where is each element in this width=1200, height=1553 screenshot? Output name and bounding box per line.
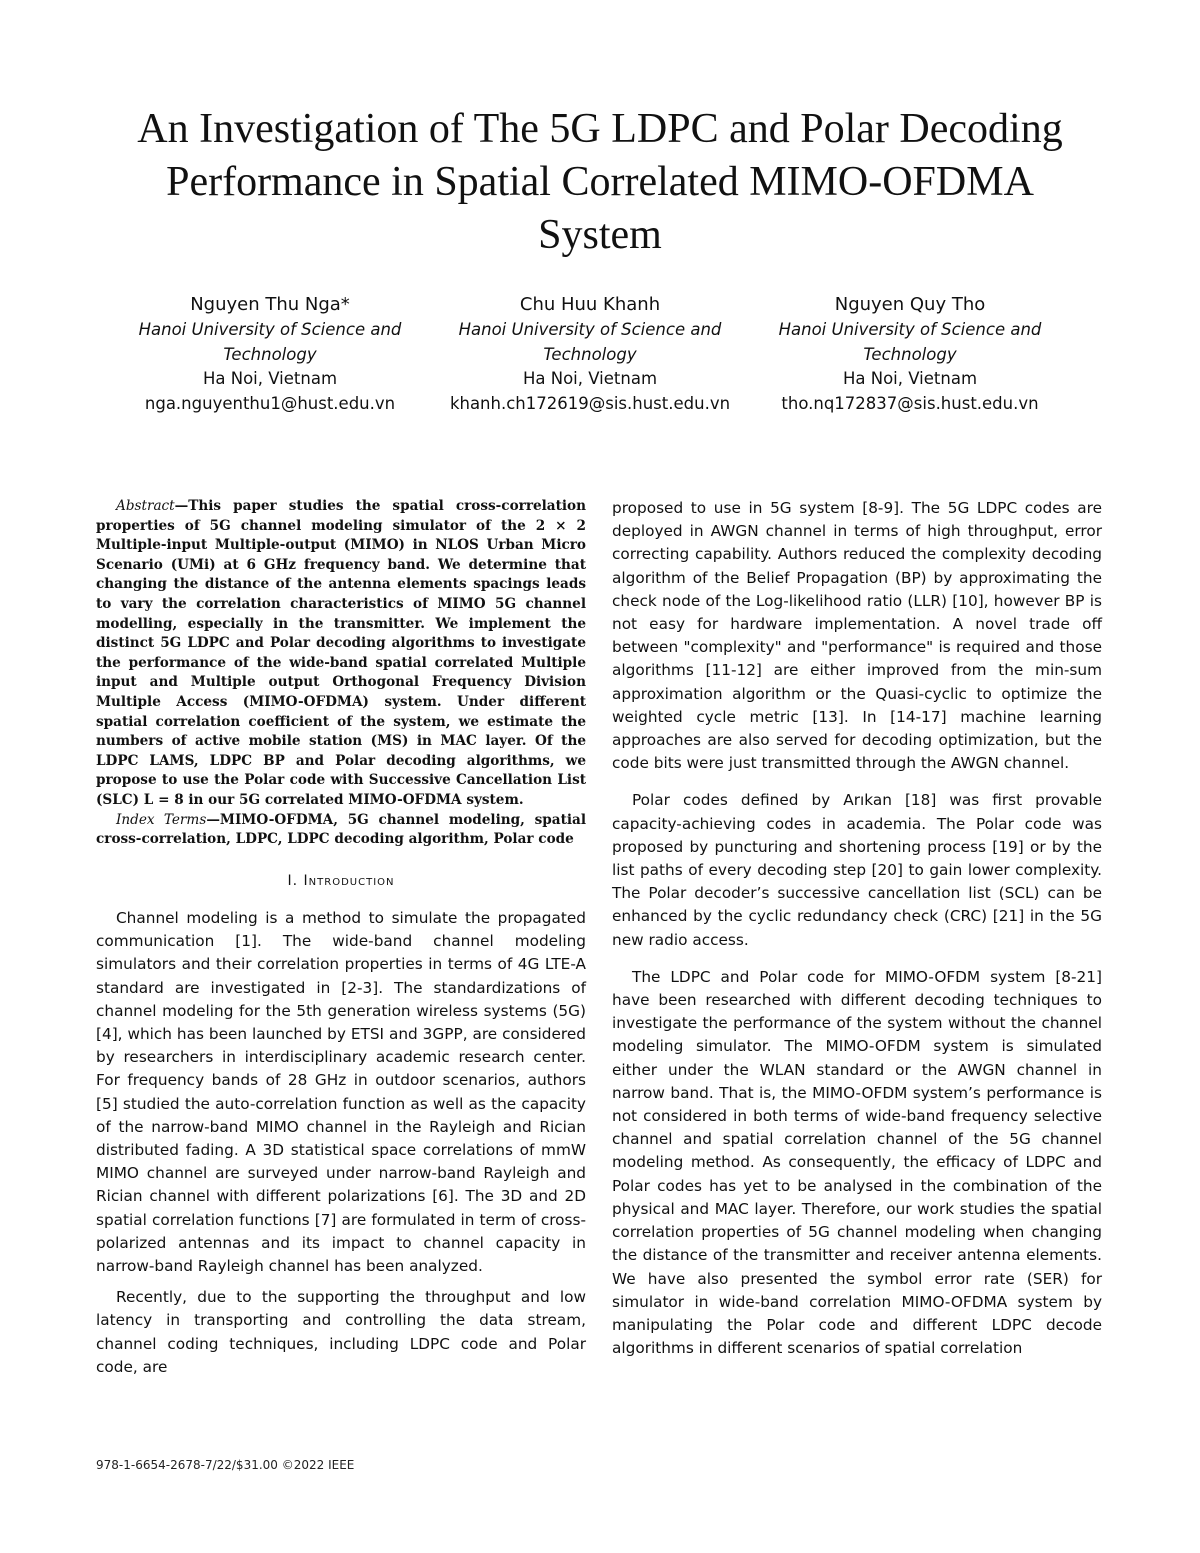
author-name: Nguyen Thu Nga* xyxy=(190,294,350,315)
section-number: I. xyxy=(287,872,299,889)
affiliation-line-1: Hanoi University of Science and xyxy=(778,320,1042,339)
index-terms-lead: Index Terms xyxy=(116,811,207,828)
affiliation-line-2: Technology xyxy=(863,344,957,364)
right-paragraph-2: Polar codes defined by Arıkan [18] was first provable capacity-achieving codes in academia. The Polar code was proposed by puncturing and shortening process [19] or by the list paths of every decoding step [20] to gain lower complexity. The Polar decoder’s successive cancellation list (SCL) can be enhanced by the cyclic redundancy check (CRC) [21] in the 5G new radio access. xyxy=(612,791,1102,949)
author-affiliation xyxy=(440,318,740,367)
abstract xyxy=(96,497,586,811)
affiliation-line-2: Technology xyxy=(543,344,637,364)
author-location: Ha Noi, Vietnam xyxy=(842,369,978,388)
right-paragraph-3: The LDPC and Polar code for MIMO-OFDM system [8-21] have been researched with different decoding techniques to investigate the performance of the system without the channel modeling simulator. The MIMO-OFDM system is simulated either under the WLAN standard or the AWGN channel in narrow band. That is, the MIMO-OFDM system’s performance is not considered in both terms of wide-band frequency selective channel and spatial correlation channel of the 5G channel modeling method. As consequently, the efficacy of LDPC and Polar codes has yet to be analysed in the combination of the physical and MAC layer. Therefore, our work studies the spatial correlation properties of 5G channel modeling when changing the distance of the transmitter and receiver antenna elements. We have also presented the symbol error rate (SER) for simulator in wide-band correlation MIMO-OFDMA system by manipulating the Polar code and different LDPC decode algorithms in different scenarios of spatial correlation xyxy=(612,967,1102,1358)
section-title: Introduction xyxy=(303,872,395,889)
section-heading-introduction xyxy=(96,870,586,893)
author-name: Nguyen Quy Tho xyxy=(834,294,986,315)
copyright-footer: 978-1-6654-2678-7/22/$31.00 ©2022 IEEE xyxy=(96,1458,355,1472)
author-3 xyxy=(760,292,1060,416)
author-email: nga.nguyenthu1@hust.edu.vn xyxy=(144,393,396,413)
abstract-lead: Abstract xyxy=(116,498,175,514)
author-email: tho.nq172837@sis.hust.edu.vn xyxy=(781,393,1039,413)
affiliation-line-1: Hanoi University of Science and xyxy=(138,320,402,339)
author-name: Chu Huu Khanh xyxy=(519,294,661,315)
author-2 xyxy=(440,292,740,416)
author-affiliation xyxy=(120,318,420,367)
index-terms-text: —MIMO-OFDMA, 5G channel modeling, spatial cross-correlation, LDPC, LDPC decoding algorithm, Polar code xyxy=(96,811,587,848)
abstract-text: —This paper studies the spatial cross-correlation properties of 5G channel modeling simulator of the 2 × 2 Multiple-input Multiple-output (MIMO) in NLOS Urban Micro Scenario (UMi) at 6 GHz frequency band. We determine that changing the distance of the antenna elements spacings leads to vary the correlation characteristics of MIMO 5G channel modelling, especially in the transmitter. We implement the distinct 5G LDPC and Polar decoding algorithms to investigate the performance of the wide-band spatial correlated Multiple input and Multiple output Orthogonal Frequency Division Multiple Access (MIMO-OFDMA) system. Under different spatial correlation coefficient of the system, we estimate the numbers of active mobile station (MS) in MAC layer. Of the LDPC LAMS, LDPC BP and Polar decoding algorithms, we propose to use the Polar code with Successive Cancellation List (SLC) L = 8 in our 5G correlated MIMO-OFDMA system. xyxy=(96,498,586,808)
intro-paragraph-2: Recently, due to the supporting the throughput and low latency in transporting and controlling the data stream, channel coding techniques, including LDPC code and Polar code, are xyxy=(96,1288,586,1376)
author-1 xyxy=(120,292,420,416)
right-paragraph-1: proposed to use in 5G system [8-9]. The 5G LDPC codes are deployed in AWGN channel in terms of high throughput, error correcting capability. Authors reduced the complexity decoding algorithm of the Belief Propagation (BP) by approximating the check node of the Log-likelihood ratio (LLR) [10], however BP is not easy for hardware implementation. A novel trade off between "complexity" and "performance" is required and those algorithms [11-12] are either improved from the min-sum approximation algorithm or the Quasi-cyclic to optimize the weighted cycle metric [13]. In [14-17] machine learning approaches are also served for decoding optimization, but the code bits were just transmitted through the AWGN channel. xyxy=(612,499,1102,773)
author-location: Ha Noi, Vietnam xyxy=(522,369,658,388)
author-email: khanh.ch172619@sis.hust.edu.vn xyxy=(449,393,731,413)
affiliation-line-2: Technology xyxy=(223,344,317,364)
author-block xyxy=(120,292,1110,422)
index-terms xyxy=(96,811,586,850)
affiliation-line-1: Hanoi University of Science and xyxy=(458,320,722,339)
right-column xyxy=(612,497,1102,1360)
author-location: Ha Noi, Vietnam xyxy=(202,369,338,388)
paper-title: An Investigation of The 5G LDPC and Polar Decoding Performance in Spatial Correlated MIMO-OFDMA System xyxy=(137,106,1063,258)
left-column xyxy=(96,497,586,1379)
intro-paragraph-1: Channel modeling is a method to simulate the propagated communication [1]. The wide-band channel modeling simulators and their correlation properties in terms of 4G LTE-A standard are investigated in [2-3]. The standardizations of channel modeling for the 5th generation wireless systems (5G) [4], which has been launched by ETSI and 3GPP, are considered by researchers in interdisciplinary academic research center. For frequency bands of 28 GHz in outdoor scenarios, authors [5] studied the auto-correlation function as well as the capacity of the narrow-band MIMO channel in the Rayleigh and Rician distributed fading. A 3D statistical space correlations of mmW MIMO channel are surveyed under narrow-band Rayleigh and Rician channel with different polarizations [6]. The 3D and 2D spatial correlation functions [7] are formulated in term of cross-polarized antennas and its impact to channel capacity in narrow-band Rayleigh channel has been analyzed. xyxy=(96,908,586,1275)
author-affiliation xyxy=(760,318,1060,367)
